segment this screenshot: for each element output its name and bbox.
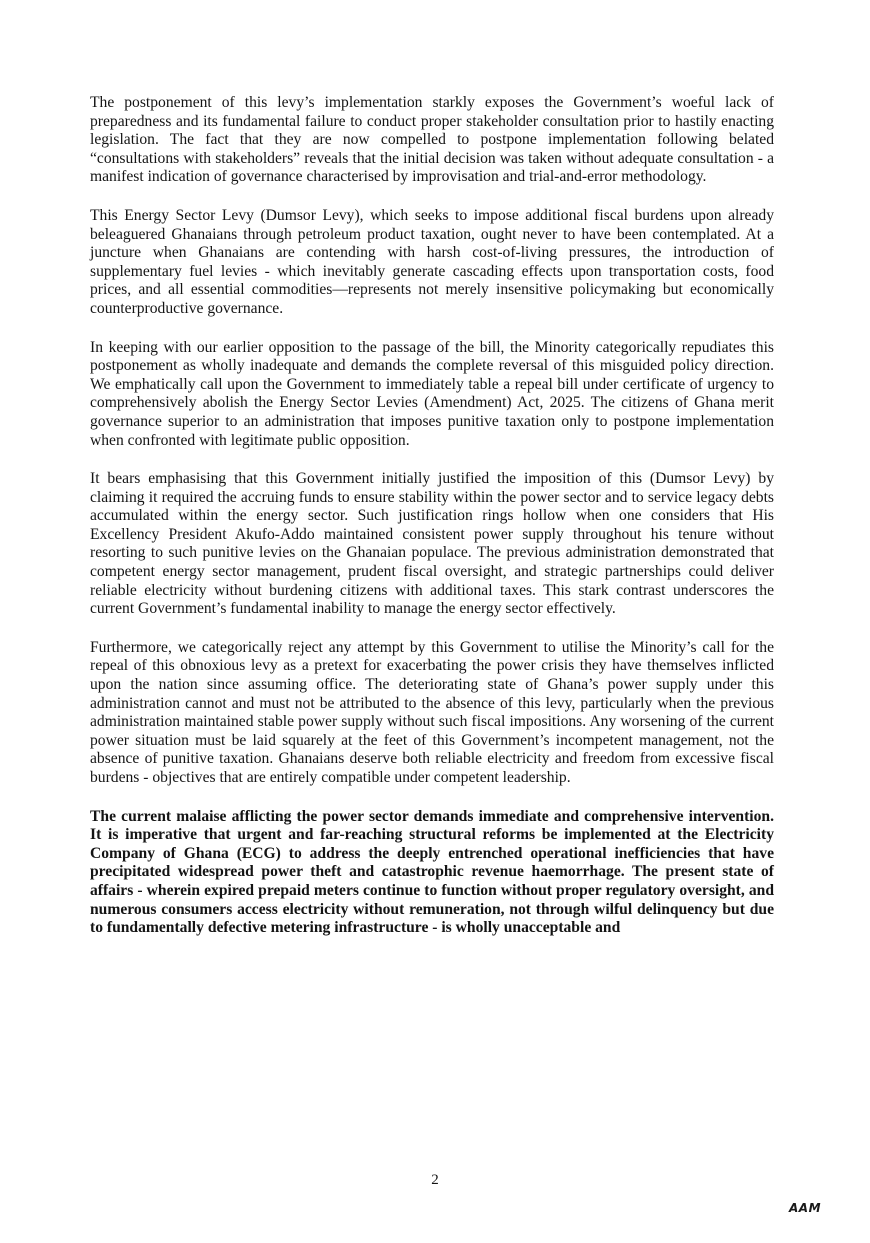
paragraph-power-crisis: Furthermore, we categorically reject any attempt by this Government to utilise the Minority’s call for the repeal of this obnoxious levy as a pretext for exacerbating the power crisis they have themselves inflicted upon the nation since assuming office. The deteriorating state of Ghana’s power supply under this administration cannot and must not be attributed to the absence of this levy, particularly when the previous administration maintained stable power supply without such fiscal impositions. Any worsening of the current power situation must be laid squarely at the feet of this Government’s incompetent management, not the absence of punitive taxation. Ghanaians deserve both reliable electricity and freedom from excessive fiscal burdens - objectives that are entirely compatible under competent leadership. bbox=[90, 638, 774, 786]
paragraph-ecg-reform: The current malaise afflicting the power sector demands immediate and comprehensive intervention. It is imperative that urgent and far-reaching structural reforms be implemented at the Electricity Company of Ghana (ECG) to address the deeply entrenched operational inefficiencies that have precipitated widespread power theft and catastrophic revenue haemorrhage. The present state of affairs - wherein expired prepaid meters continue to function without proper regulatory oversight, and numerous consumers access electricity without remuneration, not through wilful delinquency but due to fundamentally defective metering infrastructure - is wholly unacceptable and bbox=[90, 807, 774, 937]
handwritten-initials: AAM bbox=[789, 1201, 822, 1215]
paragraph-dumsor-levy: This Energy Sector Levy (Dumsor Levy), which seeks to impose additional fiscal burdens upon already beleaguered Ghanaians through petroleum product taxation, ought never to have been contemplated. At a juncture when Ghanaians are contending with harsh cost-of-living pressures, the introduction of supplementary fuel levies - which inevitably generate cascading effects upon transportation costs, food prices, and all essential commodities—represents not merely insensitive policymaking but economically counterproductive governance. bbox=[90, 206, 774, 317]
page-number: 2 bbox=[431, 1172, 439, 1188]
paragraph-minority-repudiation: In keeping with our earlier opposition to the passage of the bill, the Minority categorically repudiates this postponement as wholly inadequate and demands the complete reversal of this misguided policy direction. We emphatically call upon the Government to immediately table a repeal bill under certificate of urgency to comprehensively abolish the Energy Sector Levies (Amendment) Act, 2025. The citizens of Ghana merit governance superior to an administration that imposes punitive taxation only to postpone implementation when confronted with legitimate public opposition. bbox=[90, 338, 774, 449]
paragraph-government-justification: It bears emphasising that this Government initially justified the imposition of this (Dumsor Levy) by claiming it required the accruing funds to ensure stability within the power sector and to service legacy debts accumulated within the energy sector. Such justification rings hollow when one considers that His Excellency President Akufo-Addo maintained consistent power supply throughout his tenure without resorting to such punitive levies on the Ghanaian populace. The previous administration demonstrated that competent energy sector management, prudent fiscal oversight, and strategic partnerships could deliver reliable electricity without burdening citizens with additional taxes. This stark contrast underscores the current Government’s fundamental inability to manage the energy sector effectively. bbox=[90, 470, 774, 618]
document-body bbox=[90, 94, 774, 938]
paragraph-levy-postponement: The postponement of this levy’s implementation starkly exposes the Government’s woeful lack of preparedness and its fundamental failure to conduct proper stakeholder consultation prior to hastily enacting legislation. The fact that they are now compelled to postpone implementation following belated “consultations with stakeholders” reveals that the initial decision was taken without adequate consultation - a manifest indication of governance characterised by improvisation and trial-and-error methodology. bbox=[90, 94, 774, 186]
